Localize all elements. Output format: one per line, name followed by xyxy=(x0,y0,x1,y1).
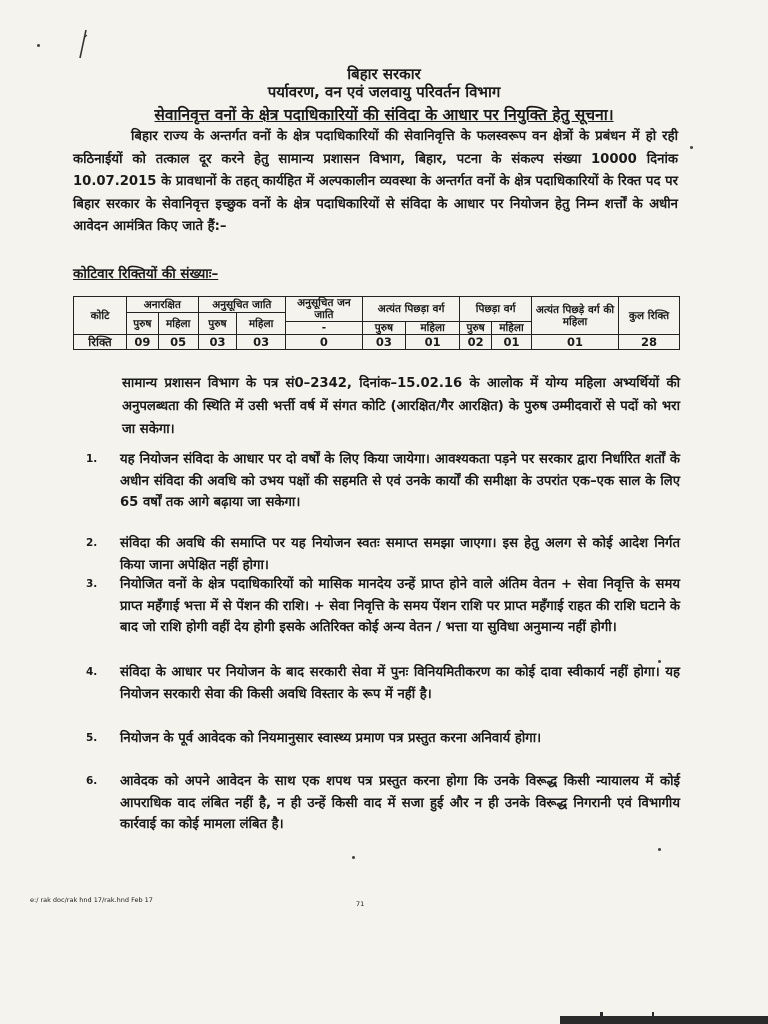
condition-text: आवेदक को अपने आवेदन के साथ एक शपथ पत्र प्रस्तुत करना होगा कि उनके विरूद्ध किसी न्यायालय में कोई आपराधिक वाद लंबित नहीं है, न ही उन्हें किसी वाद में सजा हुई और न ही उनके विरूद्ध निगरानी एवं विभागीय कार्रवाई का कोई मामला लंबित है। xyxy=(120,774,680,832)
col-anarakshit: अनारक्षित xyxy=(127,297,199,313)
condition-number: 4. xyxy=(86,666,98,678)
col-ebc-women: अत्यंत पिछड़े वर्ग की महिला xyxy=(532,297,619,335)
condition-item xyxy=(86,771,686,836)
cell-value: 03 xyxy=(198,335,237,350)
cell-value: 03 xyxy=(237,335,286,350)
col-koti: कोटि xyxy=(74,297,127,335)
vacancy-table xyxy=(73,296,680,350)
cell-value: 09 xyxy=(127,335,159,350)
condition-item xyxy=(86,533,686,576)
condition-number: 6. xyxy=(86,775,98,787)
scan-speck xyxy=(690,146,693,149)
page-number: 71 xyxy=(356,900,365,908)
pen-mark xyxy=(60,28,100,68)
cell-value: 03 xyxy=(362,335,405,350)
col-total: कुल रिक्ति xyxy=(619,297,680,335)
condition-number: 5. xyxy=(86,732,98,744)
scan-speck xyxy=(37,44,40,47)
vacancy-section-title: कोटिवार रिक्तियों की संख्याः– xyxy=(73,266,219,282)
scan-speck xyxy=(658,848,661,851)
cell-value: 28 xyxy=(619,335,680,350)
condition-item xyxy=(86,449,686,514)
sub-mahila: महिला xyxy=(405,322,459,335)
sub-purush: पुरुष xyxy=(362,322,405,335)
cell-value: 01 xyxy=(491,335,531,350)
cell-value: 0 xyxy=(285,335,362,350)
col-st: अनुसूचित जन जाति xyxy=(285,297,362,322)
col-ebc: अत्यंत पिछड़ा वर्ग xyxy=(362,297,459,322)
condition-text: नियोजित वनों के क्षेत्र पदाधिकारियों को मासिक मानदेय उन्हें प्राप्त होने वाले अंतिम वेतन + सेवा निवृत्ति के समय प्राप्त महँगाई भत्ता में से पेंशन की राशि। + सेवा निवृत्ति के समय पेंशन राशि पर प्राप्त महँगाई राहत की राशि घटाने के बाद जो राशि होगी वहीं देय होगी इसके अतिरिक्त कोई अन्य वेतन / भत्ता या सुविधा अनुमान्य नहीं होगी। xyxy=(120,577,680,635)
notice-title: सेवानिवृत्त वनों के क्षेत्र पदाधिकारियों की संविदा के आधार पर नियुक्ति हेतु सूचना। xyxy=(154,106,614,124)
condition-text: संविदा के आधार पर नियोजन के बाद सरकारी सेवा में पुनः विनियमितीकरण का कोई दावा स्वीकार्य नहीं होगा। यह नियोजन सरकारी सेवा की किसी अवधि विस्तार के रूप में नहीं है। xyxy=(120,665,680,702)
row-label: रिक्ति xyxy=(74,335,127,350)
sub-purush: पुरुष xyxy=(198,313,237,335)
condition-text: नियोजन के पूर्व आवेदक को नियमानुसार स्वास्थ्य प्रमाण पत्र प्रस्तुत करना अनिवार्य होगा। xyxy=(120,731,542,746)
cell-value: 05 xyxy=(158,335,198,350)
sub-purush: पुरुष xyxy=(127,313,159,335)
sub-purush: पुरुष xyxy=(460,322,492,335)
government-name: बिहार सरकार xyxy=(347,65,421,83)
intro-paragraph: बिहार राज्य के अन्तर्गत वनों के क्षेत्र पदाधिकारियों की सेवानिवृत्ति के फलस्वरूप वन क्षेत्रों के प्रबंधन में हो रही कठिनाईयों को तत्काल दूर करने हेतु सामान्य प्रशासन विभाग, बिहार, पटना के संकल्प संख्या 10000 दिनांक 10.07.2015 के प्रावधानों के तहत् कार्यहित में अल्पकालीन व्यवस्था के अन्तर्गत वनों के क्षेत्र पदाधिकारियों के रिक्त पद पर बिहार सरकार के सेवानिवृत्त इच्छुक वनों के क्षेत्र पदाधिकारियों से संविदा के आधार पर नियोजन हेतु निम्न शर्त्तों के अधीन आवेदन आमंत्रित किए जाते हैं:– xyxy=(73,129,678,235)
condition-number: 3. xyxy=(86,578,98,590)
condition-text: यह नियोजन संविदा के आधार पर दो वर्षों के लिए किया जायेगा। आवश्यकता पड़ने पर सरकार द्वारा निर्धारित शर्तों के अधीन संविदा की अवधि को उभय पक्षों की सहमति से एवं उनके कार्यों की समीक्षा के उपरांत एक–एक साल के लिए 65 वर्षों तक आगे बढ़ाया जा सकेगा। xyxy=(120,452,680,510)
cell-value: 01 xyxy=(405,335,459,350)
scan-speck xyxy=(352,856,355,859)
sub-mahila: महिला xyxy=(491,322,531,335)
condition-text: संविदा की अवधि की समाप्ति पर यह नियोजन स्वतः समाप्त समझा जाएगा। इस हेतु अलग से कोई आदेश निर्गत किया जाना अपेक्षित नहीं होगा। xyxy=(120,536,680,573)
condition-number: 1. xyxy=(86,453,98,465)
sub-mahila: महिला xyxy=(237,313,286,335)
file-path-footer: e:/ rak doc/rak hnd 17/rak.hnd Feb 17 xyxy=(30,896,153,904)
cell-value: 02 xyxy=(460,335,492,350)
condition-item xyxy=(86,662,686,705)
women-vacancy-note: सामान्य प्रशासन विभाग के पत्र सं0–2342, दिनांक–15.02.16 के आलोक में योग्य महिला अभ्यर्थियों की अनुपलब्धता की स्थिति में उसी भर्त्ती वर्ष में संगत कोटि (आरक्षित/गैर आरक्षित) के पुरुष उम्मीदवारों से पदों को भरा जा सकेगा। xyxy=(122,376,680,437)
condition-item xyxy=(86,728,686,750)
col-sc: अनुसूचित जाति xyxy=(198,297,285,313)
department-name: पर्यावरण, वन एवं जलवायु परिवर्तन विभाग xyxy=(267,83,501,101)
condition-item xyxy=(86,574,686,639)
col-bc: पिछड़ा वर्ग xyxy=(460,297,532,322)
cell-value: 01 xyxy=(532,335,619,350)
sub-mahila: महिला xyxy=(158,313,198,335)
condition-number: 2. xyxy=(86,537,98,549)
st-dash: - xyxy=(285,322,362,335)
scan-edge-artifact xyxy=(560,1012,768,1024)
